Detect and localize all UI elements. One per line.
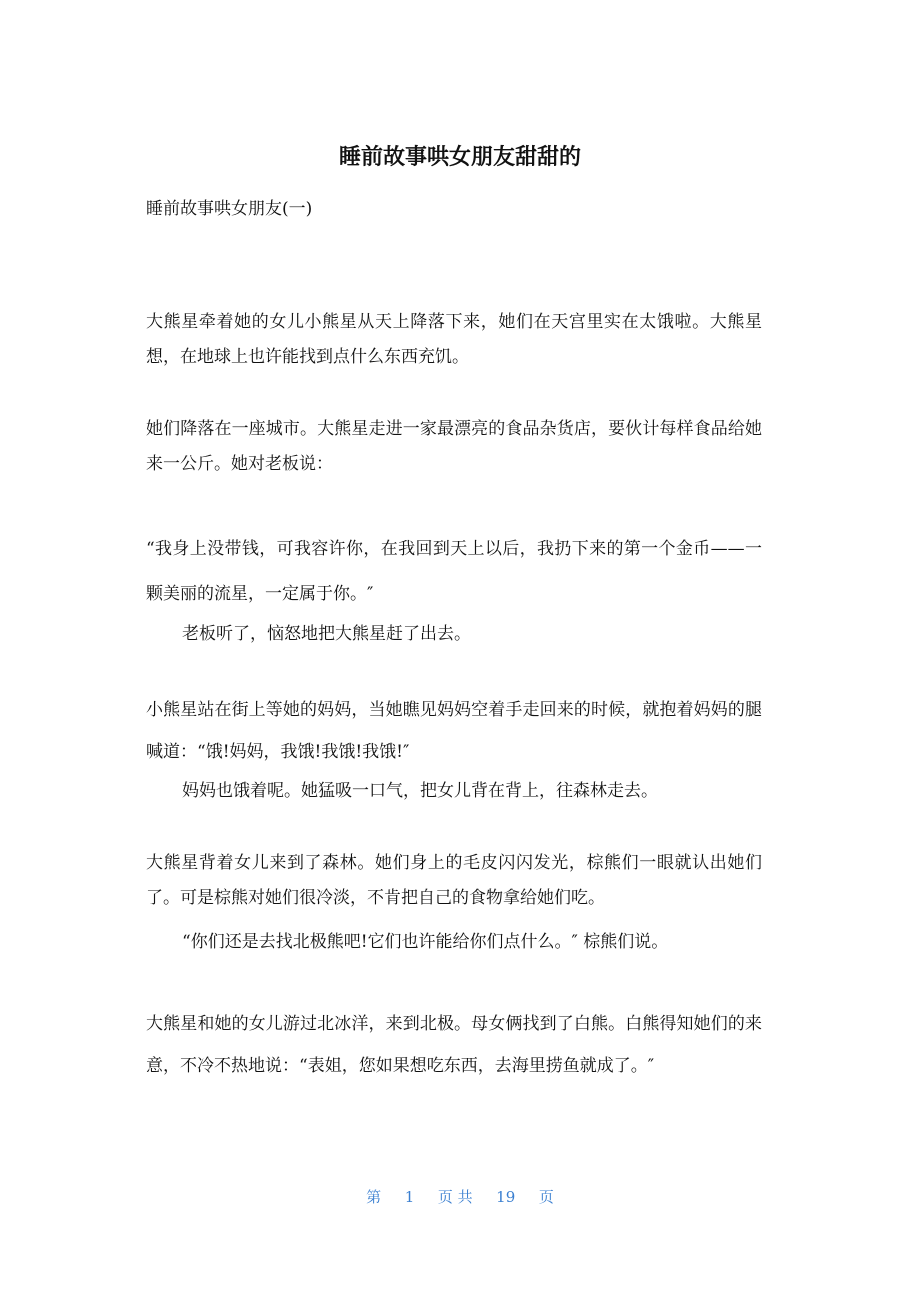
document-subtitle: 睡前故事哄女朋友(一) [146, 199, 313, 219]
page-label-suffix: 页 [538, 1188, 554, 1206]
current-page-number: 1 [404, 1188, 415, 1206]
paragraph-2: 她们降落在一座城市。大熊星走进一家最漂亮的食品杂货店，要伙计每样食品给她来一公斤。她对老板说： [146, 419, 762, 474]
total-pages-number: 19 [496, 1188, 516, 1206]
document-title: 睡前故事哄女朋友甜甜的 [338, 145, 581, 170]
paragraph-9: 大熊星和她的女儿游过北冰洋，来到北极。母女俩找到了白熊。白熊得知她们的来意，不冷不热地说：“表姐，您如果想吃东西，去海里捞鱼就成了。″ [146, 1014, 762, 1076]
paragraph-7: 大熊星背着女儿来到了森林。她们身上的毛皮闪闪发光，棕熊们一眼就认出她们了。可是棕熊对她们很冷淡，不肯把自己的食物拿给她们吃。 [146, 853, 762, 908]
page-label-mid: 页 共 [437, 1188, 473, 1206]
paragraph-6: 妈妈也饿着呢。她猛吸一口气，把女儿背在背上，往森林走去。 [182, 781, 658, 801]
paragraph-5: 小熊星站在街上等她的妈妈，当她瞧见妈妈空着手走回来的时候，就抱着妈妈的腿喊道：“饿!妈妈，我饿!我饿!我饿!″ [146, 700, 762, 762]
page-footer [0, 1186, 920, 1208]
paragraph-3: “我身上没带钱，可我容许你，在我回到天上以后，我扔下来的第一个金币——一颗美丽的流星，一定属于你。″ [146, 539, 762, 604]
paragraph-4: 老板听了，恼怒地把大熊星赶了出去。 [182, 624, 471, 644]
paragraph-1: 大熊星牵着她的女儿小熊星从天上降落下来，她们在天宫里实在太饿啦。大熊星想，在地球上也许能找到点什么东西充饥。 [146, 312, 762, 367]
page-label-prefix: 第 [366, 1188, 382, 1206]
paragraph-8: “你们还是去找北极熊吧!它们也许能给你们点什么。″ 棕熊们说。 [182, 932, 669, 952]
